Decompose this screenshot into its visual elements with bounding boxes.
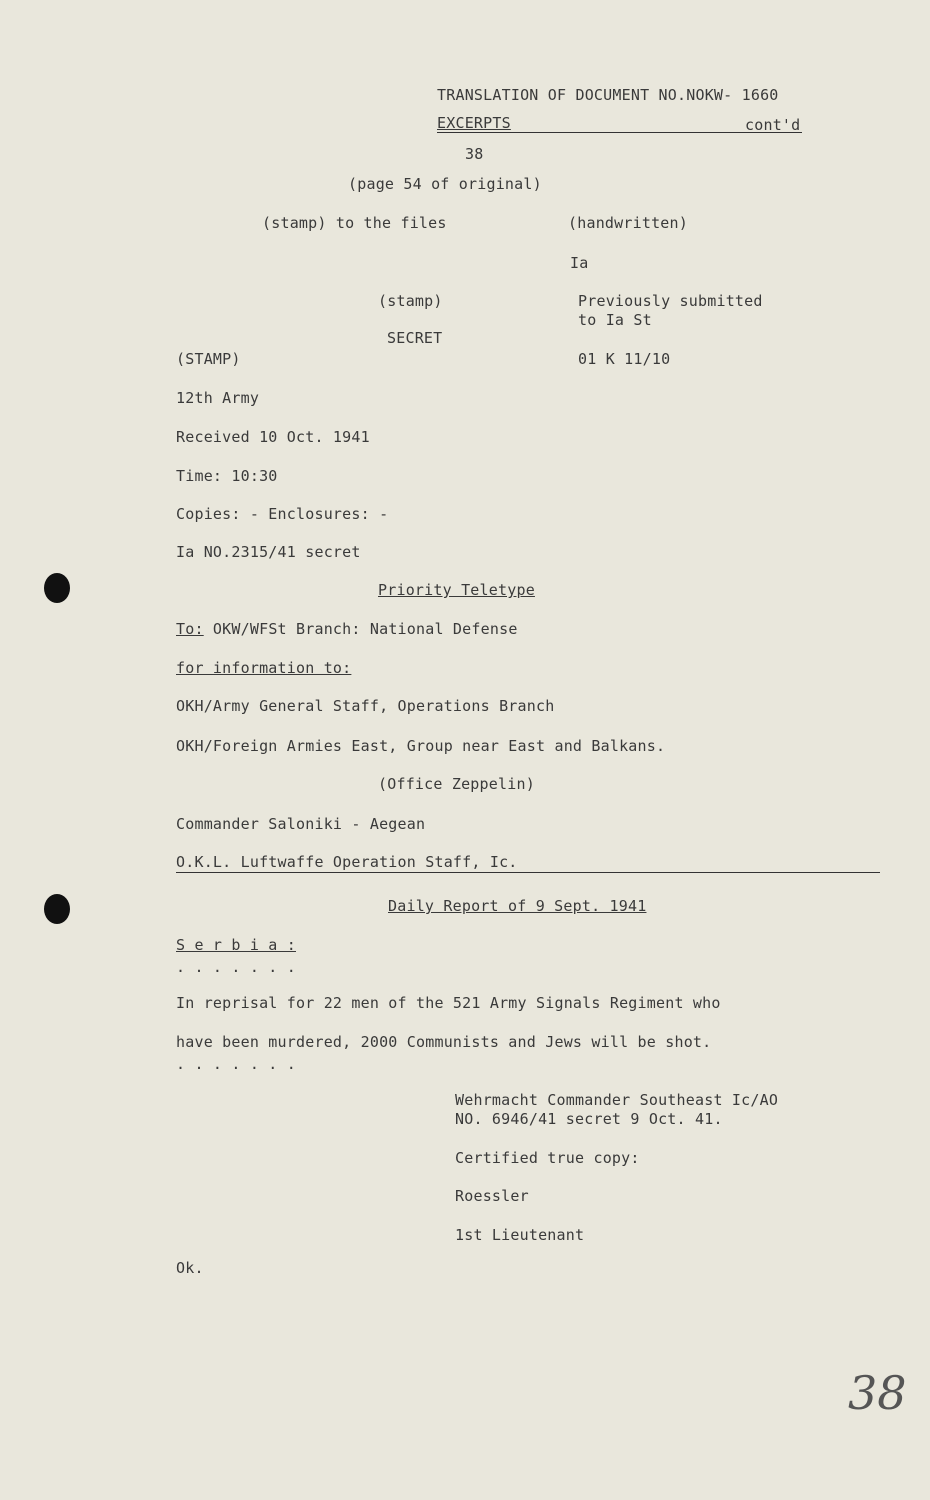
ia-number: Ia NO.2315/41 secret — [176, 543, 361, 561]
handwritten-label: (handwritten) — [568, 214, 688, 232]
received-date: Received 10 Oct. 1941 — [176, 428, 370, 446]
recipient-3: Commander Saloniki - Aegean — [176, 815, 426, 833]
stamp-label: (stamp) — [378, 292, 443, 310]
handwritten-page-number: 38 — [848, 1366, 907, 1420]
received-time: Time: 10:30 — [176, 467, 278, 485]
for-information-label: for information to: — [176, 659, 352, 677]
page-number: 38 — [465, 145, 484, 163]
copies-enclosures: Copies: - Enclosures: - — [176, 505, 389, 523]
ellipsis-dots: . . . . . . . — [176, 958, 296, 976]
punch-hole-top — [44, 573, 70, 603]
ok-mark: Ok. — [176, 1259, 204, 1277]
contd-label: cont'd — [745, 116, 801, 134]
stamp-to-files: (stamp) to the files — [262, 214, 447, 232]
reference-number: 01 K 11/10 — [578, 350, 671, 368]
punch-hole-bottom — [44, 894, 70, 924]
secret-stamp: SECRET — [387, 329, 443, 347]
to-label: To: — [176, 620, 204, 638]
previously-submitted-to: to Ia St — [578, 311, 652, 329]
daily-report-heading: Daily Report of 9 Sept. 1941 — [388, 897, 647, 915]
report-line-1: In reprisal for 22 men of the 521 Army Signals Regiment who — [176, 994, 721, 1012]
office-zeppelin: (Office Zeppelin) — [378, 775, 535, 793]
army-label: 12th Army — [176, 389, 260, 407]
signer-rank: 1st Lieutenant — [455, 1226, 585, 1244]
document-title: TRANSLATION OF DOCUMENT NO.NOKW- 1660 — [437, 86, 779, 104]
recipient-1: OKH/Army General Staff, Operations Branch — [176, 697, 555, 715]
serbia-heading: S e r b i a : — [176, 936, 296, 954]
priority-teletype: Priority Teletype — [378, 581, 535, 599]
certified-copy: Certified true copy: — [455, 1149, 640, 1167]
ia-label: Ia — [570, 254, 589, 272]
signature-line-2: NO. 6946/41 secret 9 Oct. 41. — [455, 1110, 723, 1128]
previously-submitted: Previously submitted — [578, 292, 763, 310]
section-rule — [176, 872, 880, 873]
to-text: OKW/WFSt Branch: National Defense — [203, 620, 518, 638]
signature-line-1: Wehrmacht Commander Southeast Ic/AO — [455, 1091, 779, 1109]
recipient-2: OKH/Foreign Armies East, Group near East and Balkans. — [176, 737, 666, 755]
ellipsis-dots-2: . . . . . . . — [176, 1055, 296, 1073]
to-line — [176, 620, 518, 638]
original-page: (page 54 of original) — [348, 175, 542, 193]
excerpts-label: EXCERPTS — [437, 114, 511, 132]
report-line-2: have been murdered, 2000 Communists and Jews will be shot. — [176, 1033, 712, 1051]
recipient-4: O.K.L. Luftwaffe Operation Staff, Ic. — [176, 853, 518, 871]
signer-name: Roessler — [455, 1187, 529, 1205]
stamp-caps: (STAMP) — [176, 350, 241, 368]
